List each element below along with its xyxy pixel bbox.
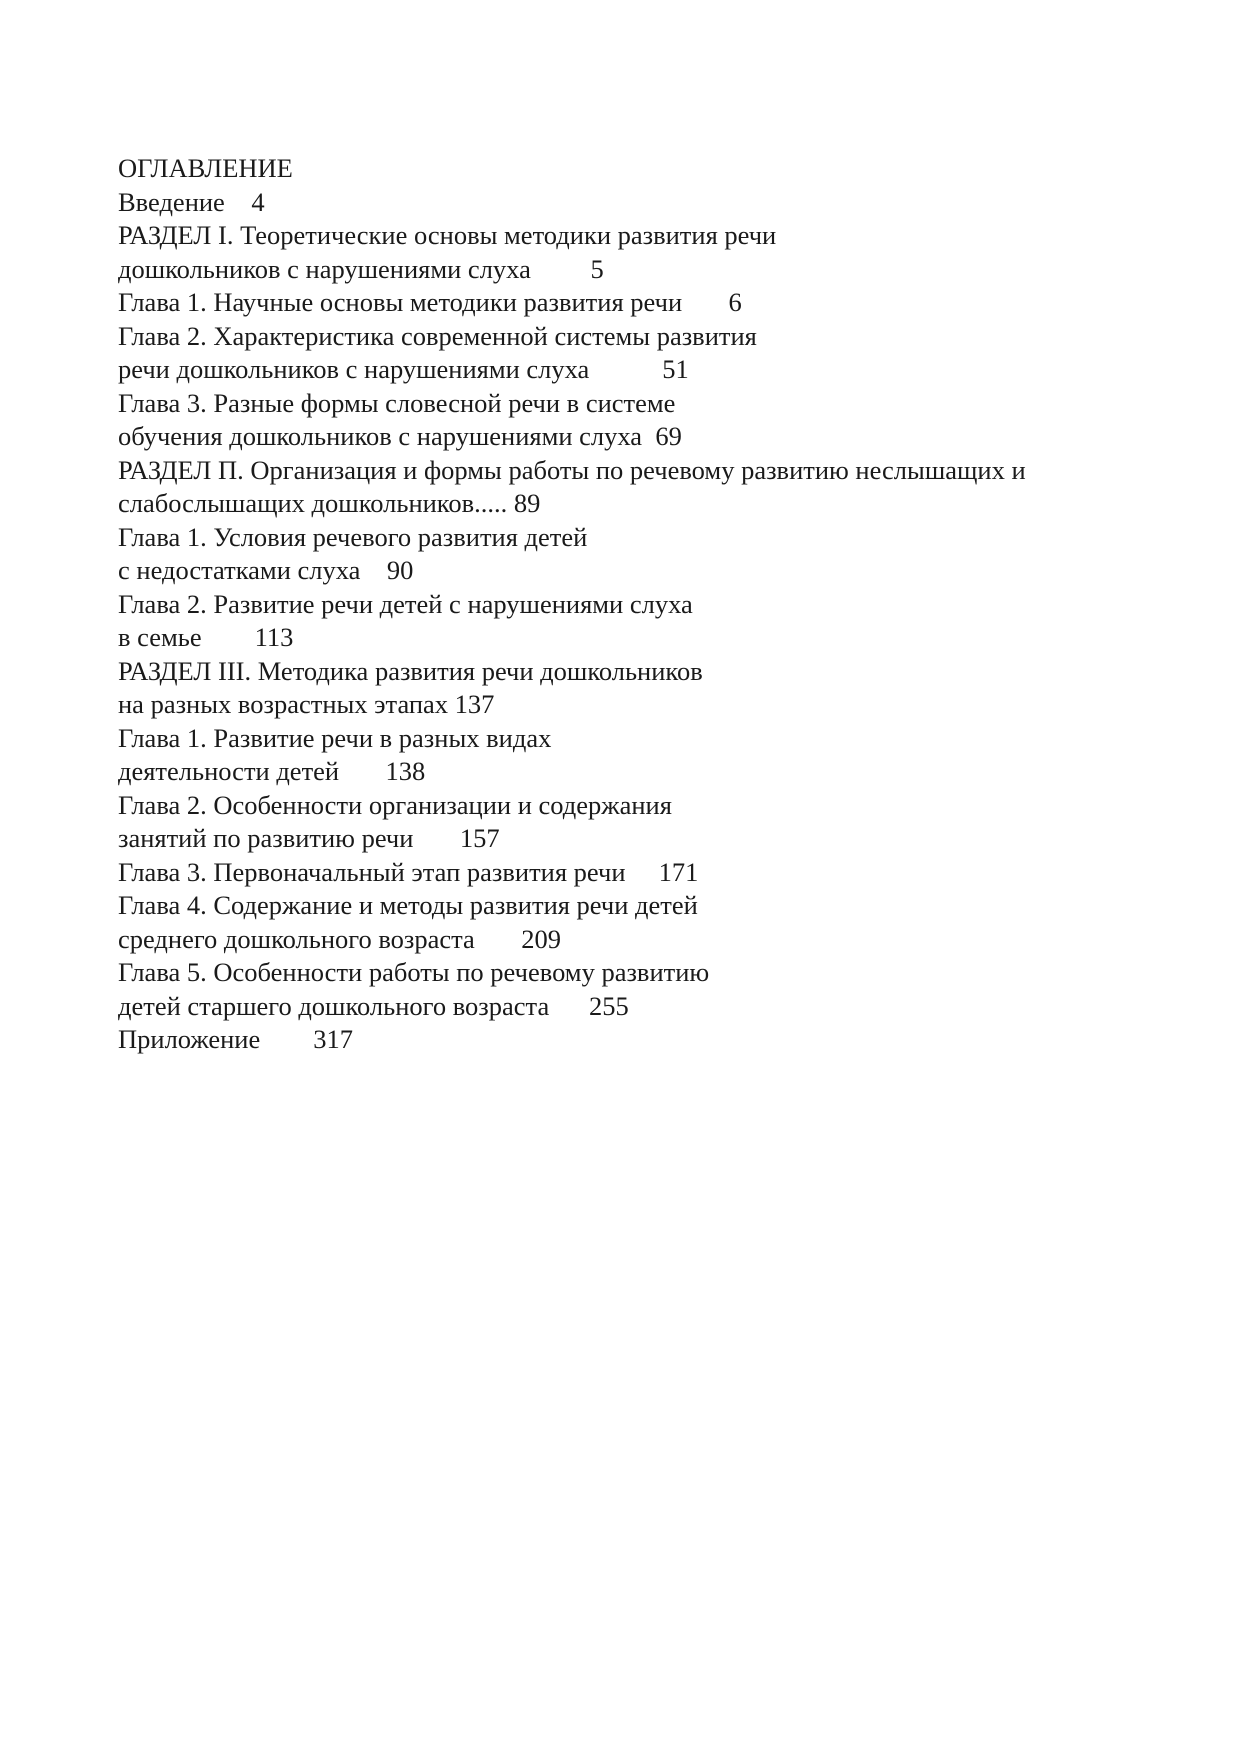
- toc-entry-s2-chapter-2: Глава 2. Развитие речи детей с нарушениями слуха: [118, 588, 693, 619]
- toc-entry-section-3: РАЗДЕЛ III. Методика развития речи дошкольников: [118, 655, 703, 686]
- table-of-contents: [118, 152, 1178, 1057]
- toc-entry-section-2: РАЗДЕЛ П. Организация и формы работы по речевому развитию неслышащих и: [118, 454, 1026, 485]
- toc-entry-s1-chapter-3: Глава 3. Разные формы словесной речи в системе: [118, 387, 676, 418]
- toc-entry-s3-chapter-4: Глава 4. Содержание и методы развития речи детей: [118, 890, 698, 920]
- toc-entry-s3-chapter-2: Глава 2. Особенности организации и содержания: [118, 789, 672, 820]
- toc-entry-s2-chapter-1-cont: с недостатками слуха 90: [118, 555, 414, 585]
- toc-entry-s3-chapter-5: Глава 5. Особенности работы по речевому развитию: [118, 957, 710, 987]
- toc-entry-s2-chapter-1: Глава 1. Условия речевого развития детей: [118, 521, 588, 552]
- toc-entry-section-3-cont: на разных возрастных этапах 137: [118, 689, 495, 719]
- toc-entry-s1-chapter-2-cont: речи дошкольников с нарушениями слуха 51: [118, 354, 689, 384]
- toc-entry-section-2-cont: слабослышащих дошкольников..... 89: [118, 488, 541, 518]
- toc-entry-s3-chapter-1-cont: деятельности детей 138: [118, 756, 426, 786]
- toc-heading: ОГЛАВЛЕНИЕ: [118, 153, 293, 183]
- toc-entry-section-1-cont: дошкольников с нарушениями слуха 5: [118, 253, 604, 284]
- toc-entry-introduction: Введение 4: [118, 186, 265, 217]
- toc-entry-s1-chapter-1: Глава 1. Научные основы методики развития речи 6: [118, 287, 742, 317]
- toc-entry-s1-chapter-3-cont: обучения дошкольников с нарушениями слуха 69: [118, 421, 682, 451]
- toc-entry-s3-chapter-1: Глава 1. Развитие речи в разных видах: [118, 722, 552, 753]
- toc-entry-s1-chapter-2: Глава 2. Характеристика современной системы развития: [118, 320, 757, 351]
- toc-entry-s3-chapter-4-cont: среднего дошкольного возраста 209: [118, 923, 561, 954]
- toc-entry-appendix: Приложение 317: [118, 1024, 353, 1054]
- toc-entry-s3-chapter-5-cont: детей старшего дошкольного возраста 255: [118, 990, 629, 1021]
- toc-entry-s2-chapter-2-cont: в семье 113: [118, 622, 294, 652]
- toc-entry-section-1: РАЗДЕЛ I. Теоретические основы методики развития речи: [118, 220, 777, 250]
- toc-entry-s3-chapter-3: Глава 3. Первоначальный этап развития речи 171: [118, 856, 699, 887]
- toc-entry-s3-chapter-2-cont: занятий по развитию речи 157: [118, 823, 500, 853]
